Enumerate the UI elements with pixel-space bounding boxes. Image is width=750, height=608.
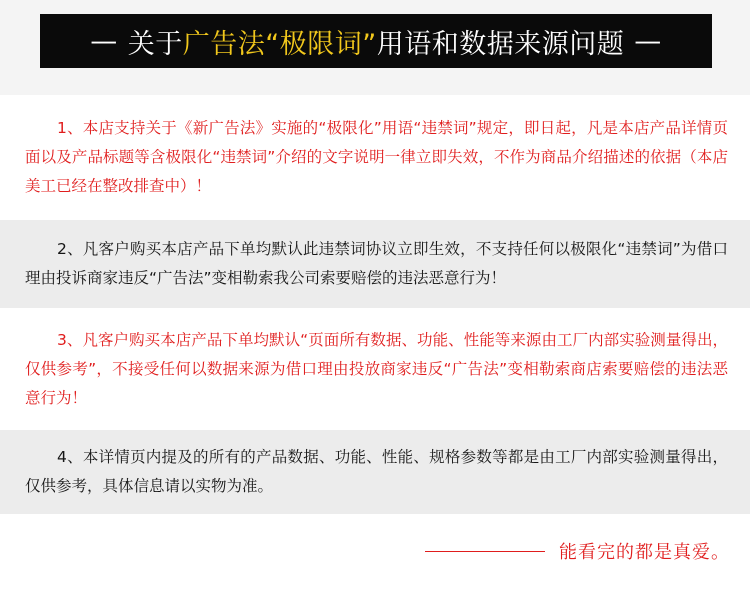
notice-1-text: 1、本店支持关于《新广告法》实施的“极限化”用语“违禁词”规定，即日起，凡是本店产品详情页面以及产品标题等含极限化“违禁词”介绍的文字说明一律立即失效，不作为商品介绍描述的依据（本店美工已经在整改排查中）！ xyxy=(25,119,728,195)
page-title xyxy=(40,14,712,68)
notice-4 xyxy=(0,430,750,514)
title-text-part2: 用语和数据来源问题 xyxy=(376,28,625,60)
footer-note xyxy=(425,536,730,566)
title-dash-right: — xyxy=(634,25,662,57)
notice-3 xyxy=(0,308,750,430)
footer-text: 能看完的都是真爱。 xyxy=(559,542,730,563)
footer-divider-line xyxy=(425,551,545,552)
notice-3-text: 3、凡客户购买本店产品下单均默认“页面所有数据、功能、性能等来源由工厂内部实验测量得出，仅供参考”，不接受任何以数据来源为借口理由投放商家违反“广告法”变相勒索商店索要赔偿的违法恶意行为！ xyxy=(25,330,728,407)
notice-1 xyxy=(0,95,750,220)
title-text-part1: 关于 xyxy=(127,28,183,60)
header-band xyxy=(0,0,750,95)
notice-4-text: 4、本详情页内提及的所有的产品数据、功能、性能、规格参数等都是由工厂内部实验测量得出，仅供参考，具体信息请以实物为准。 xyxy=(25,448,728,495)
notice-2 xyxy=(0,220,750,308)
notice-2-text: 2、凡客户购买本店产品下单均默认此违禁词协议立即生效，不支持任何以极限化“违禁词”为借口理由投诉商家违反“广告法”变相勒索我公司索要赔偿的违法恶意行为！ xyxy=(25,240,728,287)
title-dash-left: — xyxy=(90,25,118,57)
title-text-highlight: 广告法“极限词” xyxy=(182,28,377,60)
